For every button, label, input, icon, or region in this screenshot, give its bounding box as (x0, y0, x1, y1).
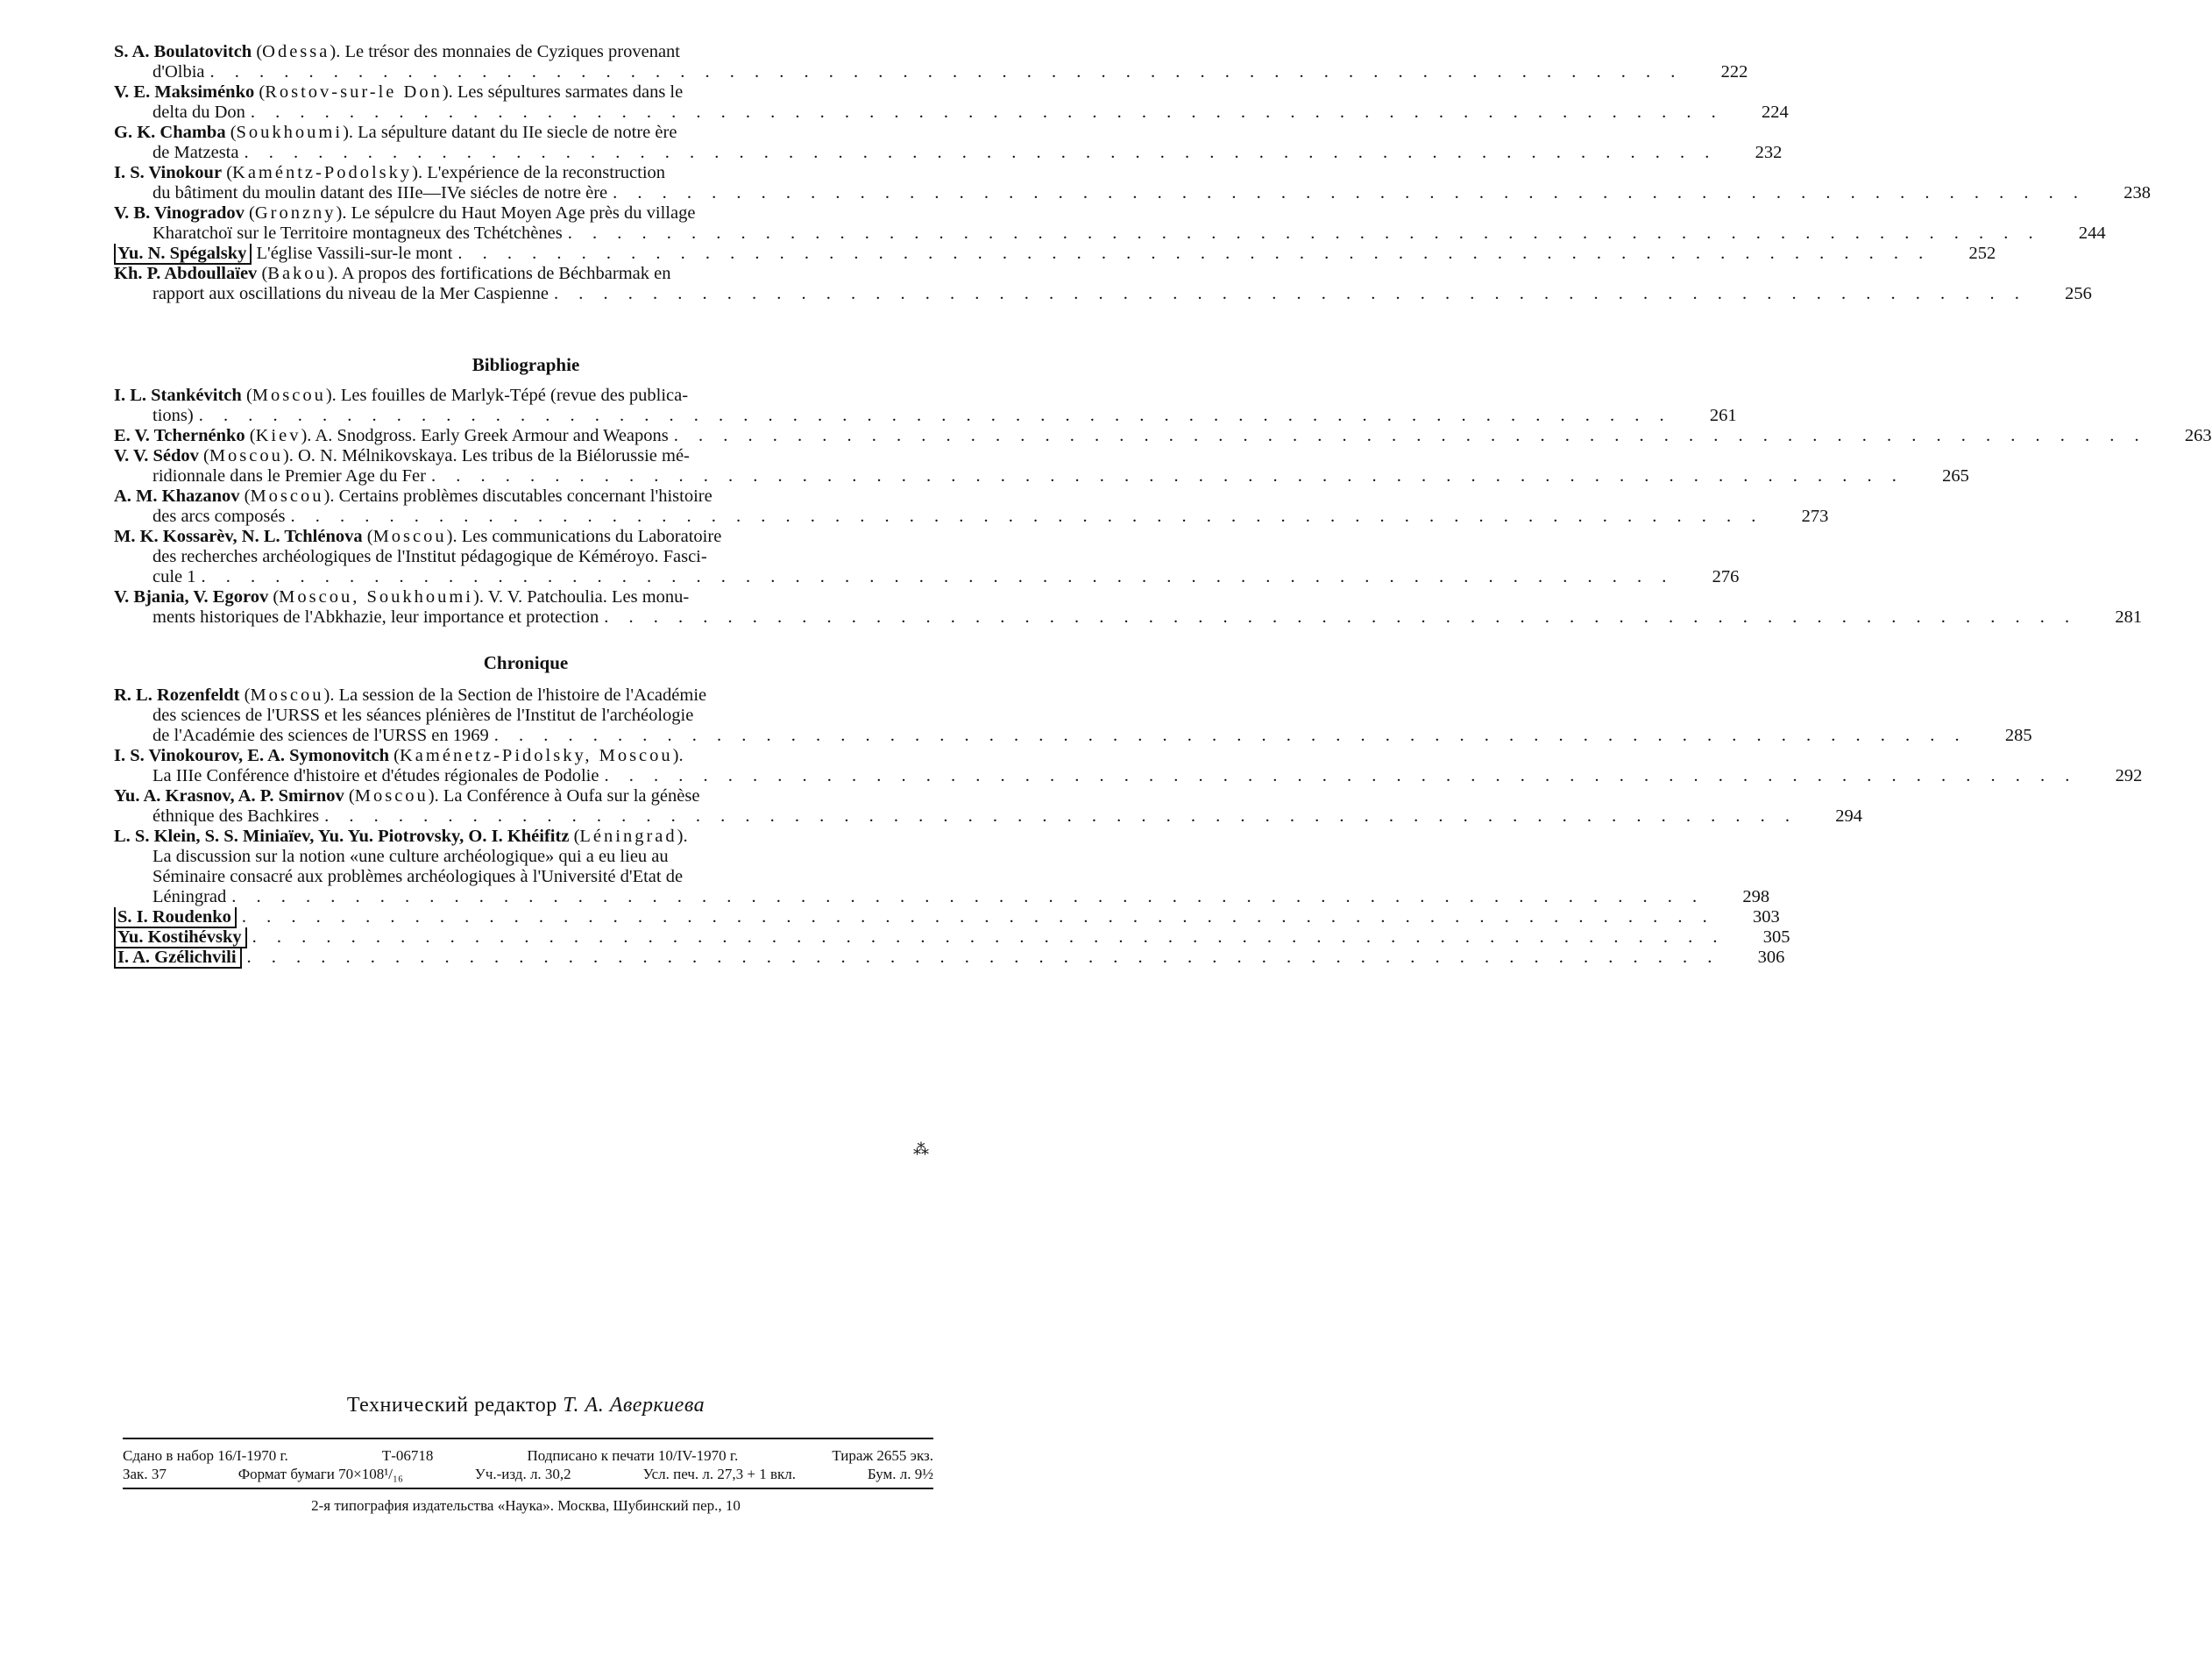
entry-title-line: tions) (152, 406, 194, 425)
entry-title-line: des sciences de l'URSS et les séances plénières de l'Institut de l'archéologie (152, 706, 694, 725)
leader-dots: . . . . . . . . . . . . . . . . . . . . . . . . . . . . . . . . . . . . . . . . . . . . . . . . . . . . . . . . . . . . (290, 507, 1764, 526)
entry-title-line: La discussion sur la notion «une culture archéologique» qui a eu lieu au (152, 847, 669, 866)
entry-author: V. B. Vinogradov (114, 203, 245, 223)
entry-city: Kiev (255, 426, 301, 445)
entry-title-line: cule 1 (152, 567, 196, 586)
printer-line: 2-я типография издательства «Наука». Москва, Шубинский пер., 10 (311, 1497, 741, 1514)
entry-title-line: Le sépulcre du Haut Moyen Age près du village (351, 203, 696, 223)
entry-page-number: 263 (2184, 426, 2212, 445)
entry-author: I. L. Stankévitch (114, 386, 242, 405)
toc-entry: I. S. Vinokour (Kaméntz-Podolsky). L'expérience de la reconstruction du bâtiment du moulin datant des IIIe—IVe siécles de notre ère . . . . . . . . . . . . . . . . . . . . . . . . . . . . . . . . . . . . . . . . . . . . . . . . . . . . . . . . . . . . 238 (114, 163, 2152, 202)
entry-author: L. S. Klein, S. S. Miniaïev, Yu. Yu. Piotrovsky, O. I. Khéifitz (114, 827, 570, 846)
entry-title-line: delta du Don (152, 103, 245, 122)
imprint-field: Подписано к печати 10/IV-1970 г. (527, 1447, 739, 1464)
leader-dots: . . . . . . . . . . . . . . . . . . . . . . . . . . . . . . . . . . . . . . . . . . . . . . . . . . . . . . . . . . . . (201, 567, 1675, 586)
ornament-mark: ⁂ (913, 1140, 929, 1158)
toc-entry: V. Bjania, V. Egorov (Moscou, Soukhoumi). V. V. Patchoulia. Les monu- ments historiques de l'Abkhazie, leur importance et protection . . . . . . . . . . . . . . . . . . . . . . . . . . . . . . . . . . . . . . . . . . . . . . . . . . . . . . . . . . . . 281 (114, 587, 2143, 627)
entry-city: Moscou, Soukhoumi (279, 587, 474, 607)
entry-title-line: Séminaire consacré aux problèmes archéologiques à l'Université d'Etat de (152, 867, 684, 886)
entry-city: Moscou (250, 487, 324, 506)
imprint-rule-bottom (123, 1488, 933, 1489)
entry-title-line: ments historiques de l'Abkhazie, leur importance et protection (152, 607, 599, 627)
toc-entry: I. L. Stankévitch (Moscou). Les fouilles de Marlyk-Tépé (revue des publica- tions) . . . . . . . . . . . . . . . . . . . . . . . . . . . . . . . . . . . . . . . . . . . . . . . . . . . . . . . . . . . . 261 (114, 386, 1737, 425)
imprint-field: Формат бумаги 70×108¹/₁₆ (238, 1466, 403, 1482)
entry-page-number: 244 (2078, 224, 2106, 243)
leader-dots: . . . . . . . . . . . . . . . . . . . . . . . . . . . . . . . . . . . . . . . . . . . . . . . . . . . . . . . . . . . . (567, 224, 2041, 243)
entry-author: V. E. Maksiménko (114, 82, 255, 102)
editor-name: Т. А. Аверкиева (563, 1394, 705, 1417)
entry-city: Bakou (267, 264, 328, 283)
imprint-field: Т-06718 (381, 1447, 434, 1464)
leader-dots: . . . . . . . . . . . . . . . . . . . . . . . . . . . . . . . . . . . . . . . . . . . . . . . . . . . . . . . . . . . . (604, 607, 2078, 627)
entry-author: V. V. Sédov (114, 446, 199, 465)
leader-dots: . . . . . . . . . . . . . . . . . . . . . . . . . . . . . . . . . . . . . . . . . . . . . . . . . . . . . . . . . . . . (457, 244, 1932, 263)
entry-city: Moscou (250, 685, 324, 705)
entry-title-line: Les fouilles de Marlyk-Tépé (revue des publica- (340, 386, 689, 405)
entry-author: S. A. Boulatovitch (114, 42, 252, 61)
imprint-block (123, 1446, 933, 1483)
entry-author: S. I. Roudenko (114, 907, 237, 928)
entry-title-line: Kharatchoï sur le Territoire montagneux des Tchétchènes (152, 224, 563, 243)
entry-title-line: d'Olbia (152, 62, 205, 82)
entry-city: Moscou (252, 386, 326, 405)
entry-city: Moscou (354, 786, 429, 806)
toc-entry: S. A. Boulatovitch (Odessa). Le trésor des monnaies de Cyziques provenant d'Olbia . . . . . . . . . . . . . . . . . . . . . . . . . . . . . . . . . . . . . . . . . . . . . . . . . . . . . . . . . . . . 222 (114, 42, 1748, 82)
toc-entry: G. K. Chamba (Soukhoumi). La sépulture datant du IIe siecle de notre ère de Matzesta . . . . . . . . . . . . . . . . . . . . . . . . . . . . . . . . . . . . . . . . . . . . . . . . . . . . . . . . . . . . 232 (114, 123, 1783, 162)
entry-title-line: La Conférence à Oufa sur la génèse (443, 786, 700, 806)
entry-page-number: 292 (2115, 766, 2143, 785)
leader-dots: . . . . . . . . . . . . . . . . . . . . . . . . . . . . . . . . . . . . . . . . . . . . . . . . . . . . . . . . . . . . (430, 466, 1904, 486)
toc-entry: E. V. Tchernénko (Kiev). A. Snodgross. Early Greek Armour and Weapons . . . . . . . . . . . . . . . . . . . . . . . . . . . . . . . . . . . . . . . . . . . . . . . . . . . . . . . . . . . . 263 (114, 426, 2212, 445)
entry-page-number: 276 (1712, 567, 1740, 586)
leader-dots: . . . . . . . . . . . . . . . . . . . . . . . . . . . . . . . . . . . . . . . . . . . . . . . . . . . . . . . . . . . . (673, 426, 2147, 445)
toc-articles (114, 42, 2152, 304)
entry-city: Kaméntz-Podolsky (232, 163, 413, 182)
imprint-field: Уч.-изд. л. 30,2 (474, 1466, 571, 1482)
entry-city: Moscou (209, 446, 283, 465)
entry-author: Yu. A. Krasnov, A. P. Smirnov (114, 786, 344, 806)
toc-entry (114, 244, 1996, 264)
imprint-field: Тираж 2655 экз. (832, 1447, 933, 1464)
entry-title-line: des recherches archéologiques de l'Institut pédagogique de Kéméroyo. Fasci- (152, 547, 707, 566)
entry-author: Yu. Kostihévsky (114, 927, 247, 948)
leader-dots: . . . . . . . . . . . . . . . . . . . . . . . . . . . . . . . . . . . . . . . . . . . . . . . . . . . . . . . . . . . . (209, 62, 1684, 82)
entry-author: I. A. Gzélichvili (114, 948, 242, 969)
entry-page-number: 224 (1762, 103, 1789, 122)
entry-city: Rostov-sur-le Don (265, 82, 443, 102)
entry-author: G. K. Chamba (114, 123, 226, 142)
entry-page-number: 238 (2123, 183, 2152, 202)
imprint-field: Усл. печ. л. 27,3 + 1 вкл. (642, 1466, 796, 1482)
toc-entry: V. B. Vinogradov (Gronzny). Le sépulcre du Haut Moyen Age près du village Kharatchoï sur le Territoire montagneux des Tchétchènes . . . . . . . . . . . . . . . . . . . . . . . . . . . . . . . . . . . . . . . . . . . . . . . . . . . . . . . . . . . . 244 (114, 203, 2106, 243)
technical-editor (0, 1396, 1052, 1416)
leader-dots: . . . . . . . . . . . . . . . . . . . . . . . . . . . . . . . . . . . . . . . . . . . . . . . . . . . . . . . . . . . . (250, 103, 1724, 122)
entry-author: Kh. P. Abdoullaïev (114, 264, 258, 283)
toc-entry: L. S. Klein, S. S. Miniaïev, Yu. Yu. Piotrovsky, O. I. Khéifitz (Léningrad). La discussion sur la notion «une culture archéologique» qui a eu lieu au Séminaire consacré aux problèmes archéologiques à l'Université d'Etat de Léningrad . . . . . . . . . . . . . . . . . . . . . . . . . . . . . . . . . . . . . . . . . . . . . . . . . . . . . . . . . . . . 298 (114, 827, 1770, 906)
entry-title-line: éthnique des Bachkires (152, 806, 320, 826)
entry-title-line: rapport aux oscillations du niveau de la Mer Caspienne (152, 284, 549, 303)
entry-page-number: 305 (1762, 927, 1790, 947)
entry-page-number: 285 (2004, 726, 2032, 745)
leader-dots: . . . . . . . . . . . . . . . . . . . . . . . . . . . . . . . . . . . . . . . . . . . . . . . . . . . . . . . . . . . . (231, 887, 1705, 906)
entry-title-line: O. N. Mélnikovskaya. Les tribus de la Biélorussie mé- (297, 446, 690, 465)
entry-page-number: 265 (1942, 466, 1969, 486)
toc-entry: I. S. Vinokourov, E. A. Symonovitch (Kaménetz-Pidolsky, Moscou). La IIIe Conférence d'histoire et d'études régionales de Podolie . . . . . . . . . . . . . . . . . . . . . . . . . . . . . . . . . . . . . . . . . . . . . . . . . . . . . . . . . . . . 292 (114, 746, 2143, 785)
entry-title-line: La sépulture datant du IIe siecle de notre ère (358, 123, 677, 142)
entry-page-number: 252 (1968, 244, 1996, 263)
entry-page-number: 222 (1720, 62, 1748, 82)
leader-dots: . . . . . . . . . . . . . . . . . . . . . . . . . . . . . . . . . . . . . . . . . . . . . . . . . . . . . . . . . . . . (604, 766, 2078, 785)
section-title-chronique: Chronique (483, 652, 569, 673)
toc-entry: V. E. Maksiménko (Rostov-sur-le Don). Les sépultures sarmates dans le delta du Don . . . . . . . . . . . . . . . . . . . . . . . . . . . . . . . . . . . . . . . . . . . . . . . . . . . . . . . . . . . . 224 (114, 82, 1789, 122)
leader-dots: . . . . . . . . . . . . . . . . . . . . . . . . . . . . . . . . . . . . . . . . . . . . . . . . . . . . . . . . . . . . (324, 806, 1798, 826)
leader-dots: . . . . . . . . . . . . . . . . . . . . . . . . . . . . . . . . . . . . . . . . . . . . . . . . . . . . . . . . . . . . (613, 183, 2087, 202)
imprint-field: Бум. л. 9½ (867, 1466, 933, 1482)
entry-page-number: 298 (1742, 887, 1770, 906)
entry-author: M. K. Kossarèv, N. L. Tchlénova (114, 527, 363, 546)
entry-author: R. L. Rozenfeldt (114, 685, 240, 705)
entry-title-line: Les sépultures sarmates dans le (457, 82, 684, 102)
entry-title-line: La session de la Section de l'histoire de l'Académie (338, 685, 707, 705)
toc-entry: Kh. P. Abdoullaïev (Bakou). A propos des fortifications de Béchbarmak en rapport aux oscillations du niveau de la Mer Caspienne . . . . . . . . . . . . . . . . . . . . . . . . . . . . . . . . . . . . . . . . . . . . . . . . . . . . . . . . . . . . 256 (114, 264, 2092, 303)
entry-title-line: Certains problèmes discutables concernant l'histoire (338, 487, 713, 506)
section-title-bibliographie: Bibliographie (471, 354, 580, 375)
entry-title-line: A. Snodgross. Early Greek Armour and Weapons (315, 426, 669, 445)
leader-dots: . . . . . . . . . . . . . . . . . . . . . . . . . . . . . . . . . . . . . . . . . . . . . . . . . . . . . . . . . . . . (493, 726, 1967, 745)
toc-entry: R. L. Rozenfeldt (Moscou). La session de la Section de l'histoire de l'Académie des sciences de l'URSS et les séances plénières de l'Institut de l'archéologie de l'Académie des sciences de l'URSS en 1969 . . . . . . . . . . . . . . . . . . . . . . . . . . . . . . . . . . . . . . . . . . . . . . . . . . . . . . . . . . . . 285 (114, 685, 2032, 745)
entry-author: V. Bjania, V. Egorov (114, 587, 269, 607)
toc-chronique (114, 685, 2143, 968)
leader-dots: . . . . . . . . . . . . . . . . . . . . . . . . . . . . . . . . . . . . . . . . . . . . . . . . . . . . . . . . . . . . (252, 927, 1726, 947)
toc-entry (114, 948, 1785, 968)
imprint-field: Сдано в набор 16/I-1970 г. (123, 1447, 288, 1464)
entry-city: Gronzny (254, 203, 337, 223)
toc-entry: Yu. A. Krasnov, A. P. Smirnov (Moscou). La Conférence à Oufa sur la génèse éthnique des Bachkires . . . . . . . . . . . . . . . . . . . . . . . . . . . . . . . . . . . . . . . . . . . . . . . . . . . . . . . . . . . . 294 (114, 786, 1863, 826)
entry-title-line: de Matzesta (152, 143, 239, 162)
entry-page-number: 281 (2115, 607, 2143, 627)
entry-title-line: La IIIe Conférence d'histoire et d'études régionales de Podolie (152, 766, 599, 785)
toc-bibliographie (114, 386, 2212, 628)
entry-page-number: 256 (2065, 284, 2092, 303)
entry-title-line: L'expérience de la reconstruction (427, 163, 666, 182)
entry-title-line: ridionnale dans le Premier Age du Fer (152, 466, 426, 486)
toc-entry: M. K. Kossarèv, N. L. Tchlénova (Moscou). Les communications du Laboratoire des recherches archéologiques de l'Institut pédagogique de Kéméroyo. Fasci- cule 1 . . . . . . . . . . . . . . . . . . . . . . . . . . . . . . . . . . . . . . . . . . . . . . . . . . . . . . . . . . . . 276 (114, 527, 1740, 586)
entry-title-line: Le trésor des monnaies de Cyziques provenant (344, 42, 681, 61)
toc-entry (114, 927, 1790, 948)
leader-dots: . . . . . . . . . . . . . . . . . . . . . . . . . . . . . . . . . . . . . . . . . . . . . . . . . . . . . . . . . . . . (244, 143, 1718, 162)
entry-title-line: des arcs composés (152, 507, 286, 526)
entry-author: I. S. Vinokourov, E. A. Symonovitch (114, 746, 390, 765)
entry-city: Moscou (372, 527, 447, 546)
entry-author: Yu. N. Spégalsky (114, 244, 252, 265)
entry-title-line: Léningrad (152, 887, 227, 906)
imprint-rule-top (123, 1438, 933, 1439)
toc-entry (114, 907, 1780, 927)
imprint-row-1 (123, 1446, 933, 1465)
entry-page-number: 273 (1801, 507, 1829, 526)
imprint-row-2 (123, 1465, 933, 1483)
leader-dots: . . . . . . . . . . . . . . . . . . . . . . . . . . . . . . . . . . . . . . . . . . . . . . . . . . . . . . . . . . . . (241, 907, 1715, 927)
toc-entry: V. V. Sédov (Moscou). O. N. Mélnikovskaya. Les tribus de la Biélorussie mé- ridionnale dans le Premier Age du Fer . . . . . . . . . . . . . . . . . . . . . . . . . . . . . . . . . . . . . . . . . . . . . . . . . . . . . . . . . . . . 265 (114, 446, 1969, 486)
entry-author: E. V. Tchernénko (114, 426, 245, 445)
leader-dots: . . . . . . . . . . . . . . . . . . . . . . . . . . . . . . . . . . . . . . . . . . . . . . . . . . . . . . . . . . . . (246, 948, 1720, 967)
entry-city: Léningrad (579, 827, 677, 846)
entry-page-number: 303 (1753, 907, 1780, 927)
entry-page-number: 261 (1709, 406, 1737, 425)
entry-city: Soukhoumi (236, 123, 344, 142)
entry-page-number: 294 (1835, 806, 1863, 826)
entry-title-line: V. V. Patchoulia. Les monu- (487, 587, 690, 607)
entry-title-line: de l'Académie des sciences de l'URSS en 1969 (152, 726, 489, 745)
entry-title-line: A propos des fortifications de Béchbarmak en (341, 264, 671, 283)
editor-label: Технический редактор (346, 1394, 557, 1417)
leader-dots: . . . . . . . . . . . . . . . . . . . . . . . . . . . . . . . . . . . . . . . . . . . . . . . . . . . . . . . . . . . . (554, 284, 2027, 303)
toc-entry: A. M. Khazanov (Moscou). Certains problèmes discutables concernant l'histoire des arcs composés . . . . . . . . . . . . . . . . . . . . . . . . . . . . . . . . . . . . . . . . . . . . . . . . . . . . . . . . . . . . 273 (114, 487, 1829, 526)
entry-title-line: Les communications du Laboratoire (461, 527, 722, 546)
entry-city: Kaménetz-Pidolsky, Moscou (400, 746, 673, 765)
entry-page-number: 306 (1757, 948, 1785, 967)
imprint-field: Зак. 37 (123, 1466, 167, 1482)
entry-author: I. S. Vinokour (114, 163, 223, 182)
entry-city: Odessa (262, 42, 330, 61)
entry-title-line: L'église Vassili-sur-le mont (256, 244, 453, 263)
entry-page-number: 232 (1755, 143, 1783, 162)
leader-dots: . . . . . . . . . . . . . . . . . . . . . . . . . . . . . . . . . . . . . . . . . . . . . . . . . . . . . . . . . . . . (198, 406, 1672, 425)
entry-author: A. M. Khazanov (114, 487, 240, 506)
entry-title-line: du bâtiment du moulin datant des IIIe—IVe siécles de notre ère (152, 183, 608, 202)
